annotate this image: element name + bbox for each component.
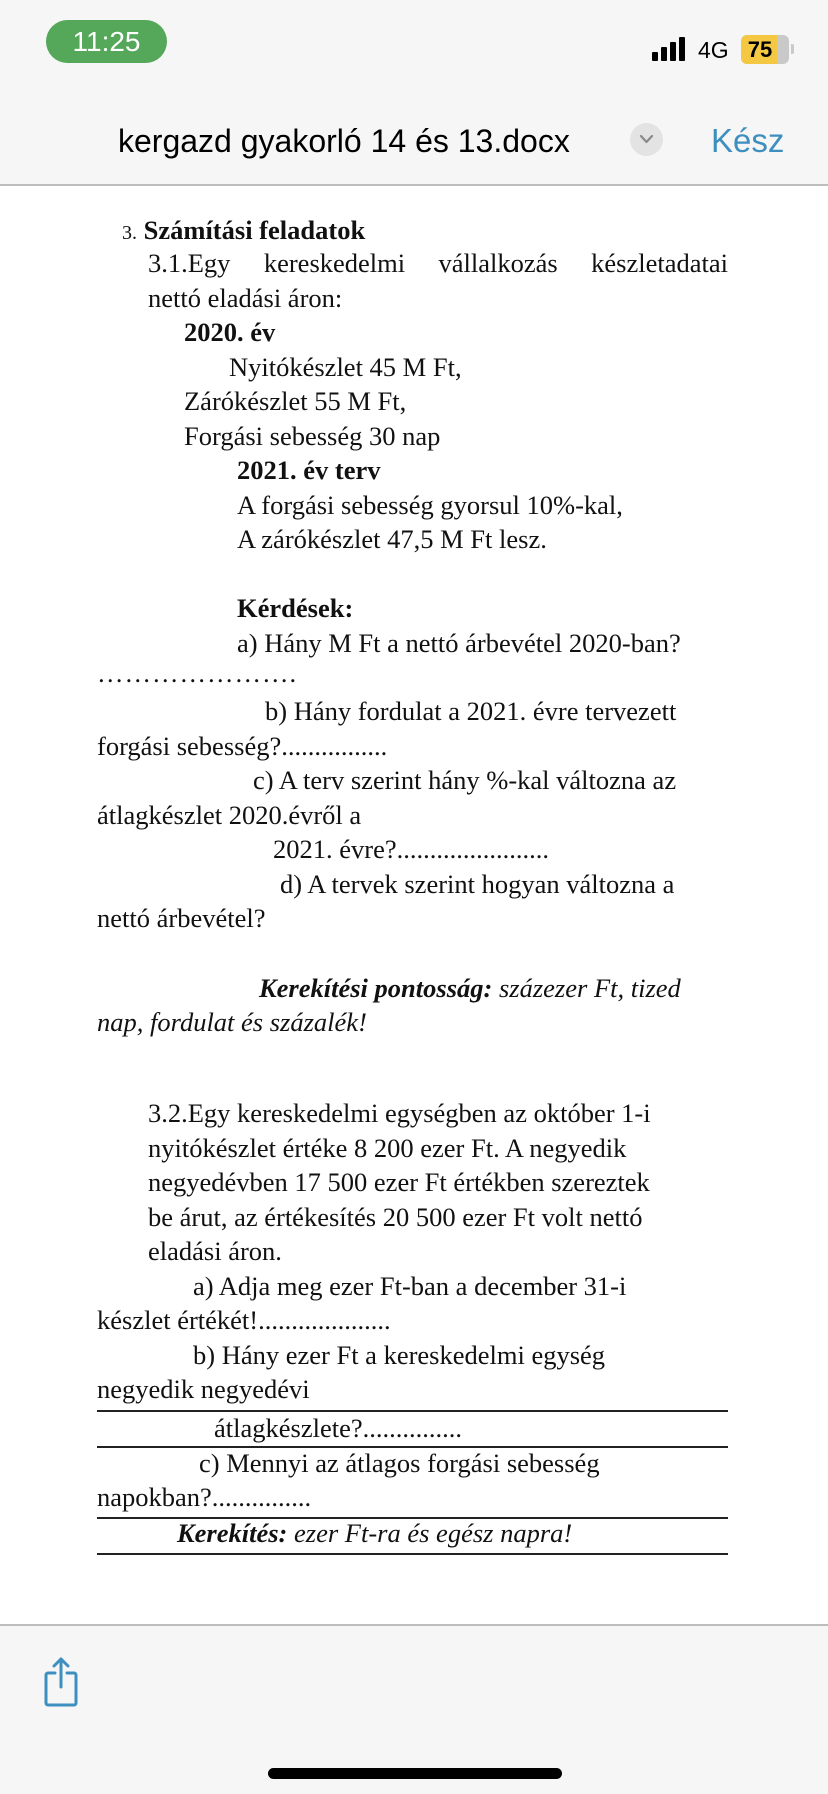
- task1-intro-line1: [148, 246, 728, 280]
- task2-question-a-line1: a) Adja meg ezer Ft-ban a december 31-i: [193, 1271, 627, 1301]
- navigation-bar: [0, 90, 828, 186]
- question-d-line2: nettó árbevétel?: [97, 903, 266, 933]
- status-bar: [0, 0, 828, 90]
- chevron-down-icon: [639, 134, 654, 144]
- task2-question-a-line2: készlet értékét!....................: [97, 1305, 391, 1335]
- intro-word: vállalkozás: [438, 248, 558, 278]
- status-time: 11:25: [46, 20, 167, 63]
- title-menu-button[interactable]: [630, 123, 663, 156]
- task1-intro-line2: nettó eladási áron:: [148, 283, 343, 313]
- task2-line2: nyitókészlet értéke 8 200 ezer Ft. A negyedik: [148, 1133, 627, 1163]
- plan-line-2: A zárókészlet 47,5 M Ft lesz.: [237, 524, 547, 554]
- rounding-note-line2: nap, fordulat és százalék!: [97, 1007, 367, 1037]
- question-a: a) Hány M Ft a nettó árbevétel 2020-ban?: [237, 628, 681, 658]
- closing-stock: Zárókészlet 55 M Ft,: [184, 386, 407, 416]
- section-number: 3.: [122, 222, 137, 244]
- document-view[interactable]: [0, 186, 828, 1624]
- done-button[interactable]: Kész: [711, 122, 785, 159]
- rounding-note-line1: [259, 971, 681, 1005]
- home-indicator[interactable]: [268, 1768, 562, 1779]
- battery-icon: [741, 35, 789, 64]
- turnover-speed: Forgási sebesség 30 nap: [184, 421, 441, 451]
- question-c-line2: átlagkészlet 2020.évről a: [97, 800, 362, 830]
- table-rule: [97, 1553, 728, 1555]
- task2-question-c-line2: napokban?...............: [97, 1482, 312, 1512]
- task2-question-b-line2: negyedik negyedévi: [97, 1374, 310, 1404]
- task2-line5: eladási áron.: [148, 1236, 282, 1266]
- task2-line1: 3.2.Egy kereskedelmi egységben az október 1-i: [148, 1098, 651, 1128]
- question-a-dots: ………………….: [97, 658, 298, 688]
- task2-rounding-label: Kerekítés:: [177, 1518, 288, 1548]
- question-b-line1: b) Hány fordulat a 2021. évre tervezett: [265, 696, 677, 726]
- share-button[interactable]: [43, 1656, 83, 1713]
- battery-tip: [791, 44, 794, 54]
- plan-line-1: A forgási sebesség gyorsul 10%-kal,: [237, 490, 623, 520]
- question-b-line2: forgási sebesség?................: [97, 731, 388, 761]
- task2-line3: negyedévben 17 500 ezer Ft értékben szereztek: [148, 1167, 650, 1197]
- task2-question-b-line1: b) Hány ezer Ft a kereskedelmi egység: [193, 1340, 606, 1370]
- plan-2021-heading: 2021. év terv: [237, 455, 381, 485]
- task2-line4: be árut, az értékesítés 20 500 ezer Ft volt nettó: [148, 1202, 643, 1232]
- document-title[interactable]: kergazd gyakorló 14 és 13.docx: [118, 123, 570, 159]
- opening-stock: Nyitókészlet 45 M Ft,: [229, 352, 462, 382]
- section-heading: [122, 213, 365, 250]
- intro-word: kereskedelmi: [263, 248, 406, 278]
- intro-word: 3.1.Egy: [148, 248, 231, 278]
- rounding-text: százezer Ft, tized: [492, 973, 681, 1003]
- task2-question-b-line3: átlagkészlete?...............: [214, 1413, 462, 1443]
- network-type: 4G: [698, 37, 729, 63]
- section-title: Számítási feladatok: [143, 215, 366, 245]
- cellular-signal-icon: [652, 37, 690, 61]
- task2-question-c-line1: c) Mennyi az átlagos forgási sebesség: [199, 1448, 600, 1478]
- year-2020-heading: 2020. év: [184, 317, 276, 347]
- question-c-line3: 2021. évre?.......................: [273, 834, 549, 864]
- task2-rounding-text: ezer Ft-ra és egész napra!: [287, 1518, 573, 1548]
- question-d-line1: d) A tervek szerint hogyan változna a: [280, 869, 675, 899]
- battery-level: 75: [747, 37, 773, 62]
- rounding-label: Kerekítési pontosság:: [259, 973, 493, 1003]
- task2-rounding-note: [177, 1516, 572, 1550]
- bottom-toolbar: [0, 1624, 828, 1794]
- share-icon: [43, 1656, 83, 1708]
- questions-heading: Kérdések:: [237, 593, 354, 623]
- intro-word: készletadatai: [591, 248, 728, 278]
- question-c-line1: c) A terv szerint hány %-kal változna az: [253, 765, 677, 795]
